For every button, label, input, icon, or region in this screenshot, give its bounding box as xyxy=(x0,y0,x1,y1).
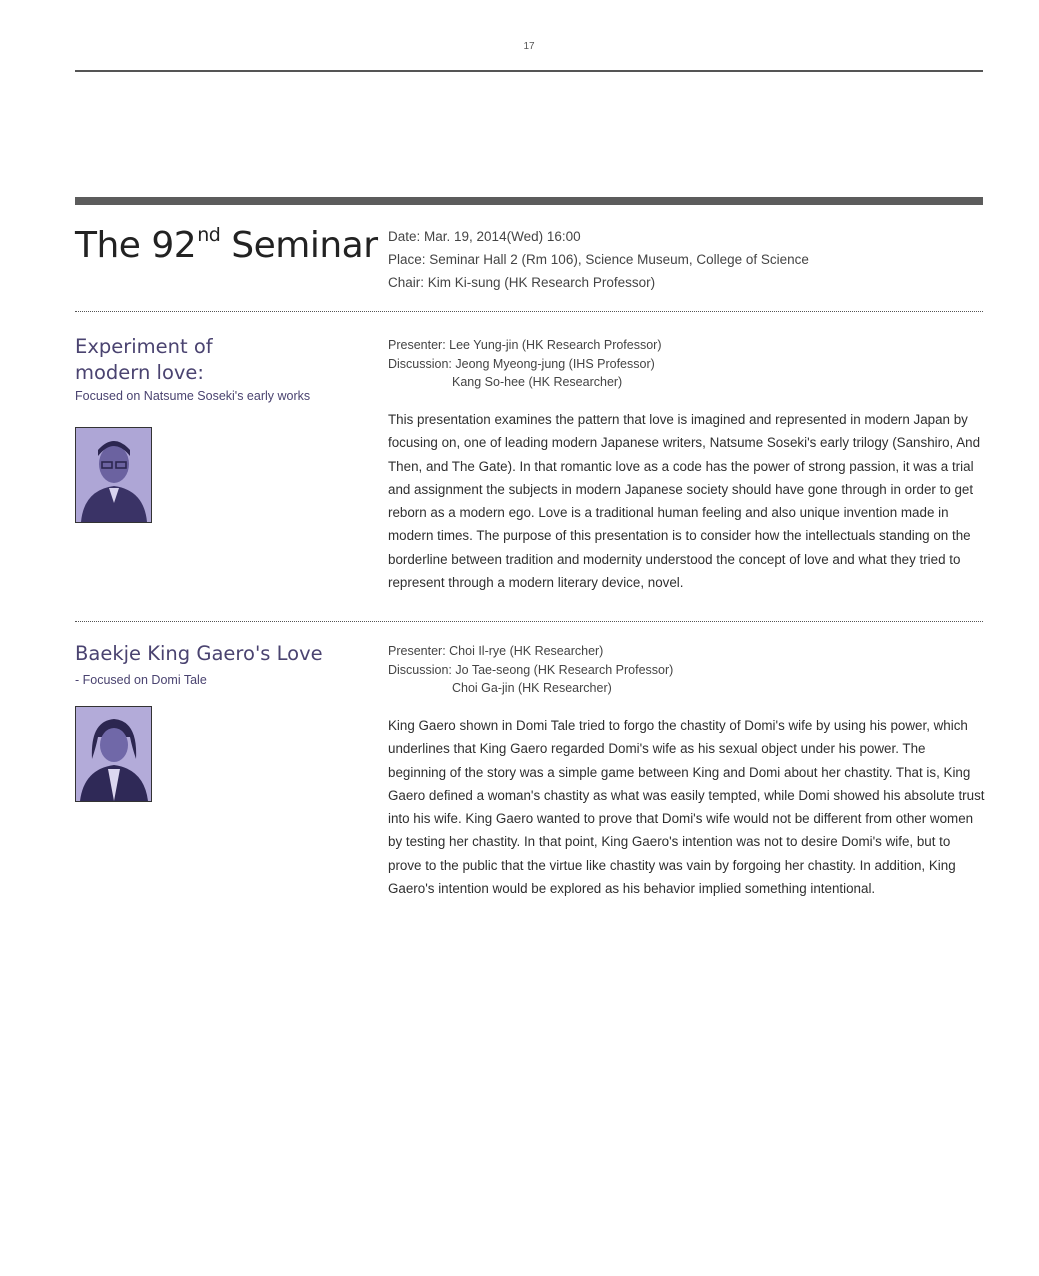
presenter-photo xyxy=(75,706,152,802)
discussion-line: Discussion: Jo Tae-seong (HK Research Professor) xyxy=(388,662,674,677)
seminar-place: Place: Seminar Hall 2 (Rm 106), Science Museum, College of Science xyxy=(388,252,809,267)
talk-title xyxy=(75,334,213,386)
title-superscript: nd xyxy=(197,224,221,246)
section-rule xyxy=(75,197,983,205)
talk-subtitle: - Focused on Domi Tale xyxy=(75,673,207,687)
divider xyxy=(75,621,983,622)
title-suffix: Seminar xyxy=(220,225,378,266)
talk-title-line: Experiment of xyxy=(75,335,213,358)
seminar-chair: Chair: Kim Ki-sung (HK Research Professor) xyxy=(388,275,656,290)
talk-meta xyxy=(388,642,673,698)
talk-title xyxy=(75,641,323,667)
seminar-title xyxy=(75,224,378,266)
presenter-line: Presenter: Choi Il-rye (HK Researcher) xyxy=(388,644,604,658)
title-prefix: The 92 xyxy=(75,225,197,266)
divider xyxy=(75,311,983,312)
discussion-line: Discussion: Jeong Myeong-jung (IHS Professor) xyxy=(388,356,655,371)
talk-meta xyxy=(388,336,662,392)
presenter-line: Presenter: Lee Yung-jin (HK Research Professor) xyxy=(388,338,662,352)
seminar-date: Date: Mar. 19, 2014(Wed) 16:00 xyxy=(388,229,581,244)
page-number: 17 xyxy=(523,41,535,52)
talk-subtitle: Focused on Natsume Soseki's early works xyxy=(75,389,311,403)
presenter-photo xyxy=(75,427,152,523)
talk-title-line: Baekje King Gaero's Love xyxy=(75,642,323,665)
header-rule xyxy=(75,70,983,72)
talk-abstract: This presentation examines the pattern that love is imagined and represented in modern Japan by focusing on, one of leading modern Japanese writers, Natsume Soseki's early trilogy (Sanshiro, And Then, and The Gate). In that romantic love as a code has the power of strong passion, it was a trial and assignment the subjects in modern Japanese society should have gone through in order to get reborn as a modern ego. Love is a traditional human feeling and also unique invention made in modern times. The purpose of this presentation is to consider how the intellectuals standing on the borderline between tradition and modernity understood the concept of love and what they tried to represent through a modern literary device, novel. xyxy=(388,412,981,591)
discussion-line: Kang So-hee (HK Researcher) xyxy=(452,375,623,389)
talk-title-line: modern love: xyxy=(75,361,204,384)
discussion-line: Choi Ga-jin (HK Researcher) xyxy=(452,681,612,695)
talk-abstract: King Gaero shown in Domi Tale tried to forgo the chastity of Domi's wife by using his power, which underlines that King Gaero regarded Domi's wife as his sexual object under his power. The beginning of the story was a simple game between King and Domi about her chastity. That is, King Gaero defined a woman's chastity as what was easily tempted, while Domi showed his absolute trust into his wife. King Gaero wanted to prove that Domi's wife would not be different from other women by testing her chastity. In that point, King Gaero's intention was not to desire Domi's wife, but to prove to the public that the virtue like chastity was vain by forgoing her chastity. In addition, King Gaero's intention would be explored as his behavior implied something intentional. xyxy=(388,718,985,897)
